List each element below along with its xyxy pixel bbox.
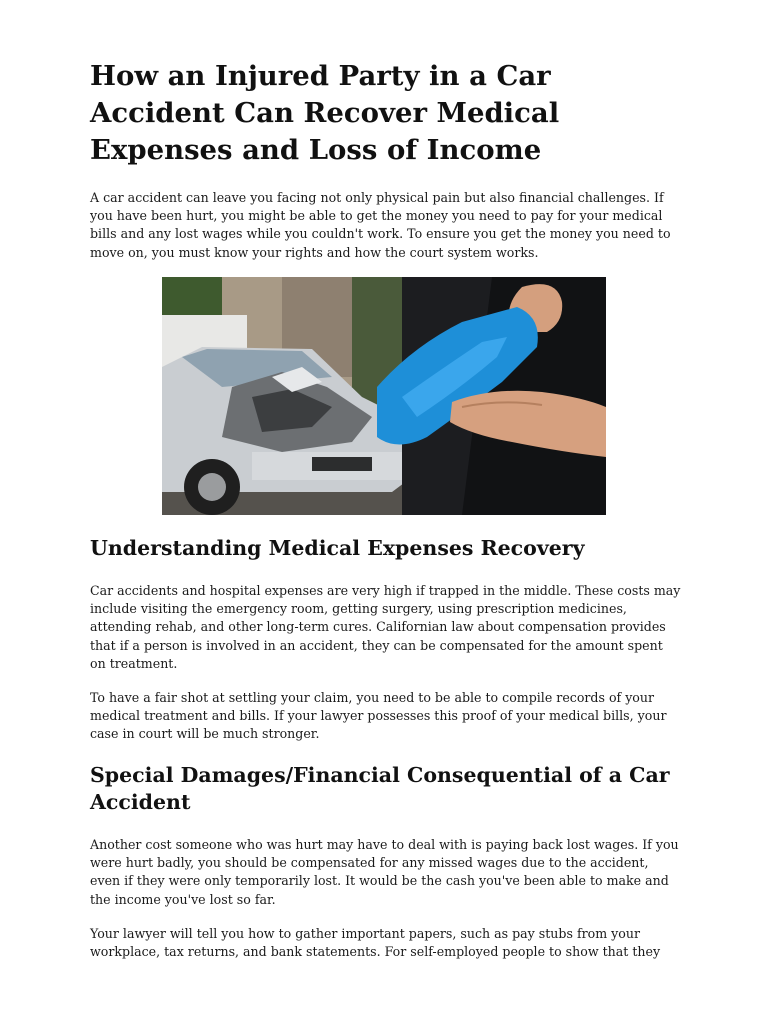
section-1-paragraph-2: To have a fair shot at settling your claim, you need to be able to compile records of your medical treatment and bills. If your lawyer possesses this proof of your medical bills, your case in court will be much stronger. [90, 690, 667, 742]
article-photo-car-accident-arm-cast [162, 277, 606, 515]
photo-illustration [162, 277, 606, 515]
section-2-paragraph-2: Your lawyer will tell you how to gather important papers, such as pay stubs from your workplace, tax returns, and bank statements. For self-employed people to show that they [90, 926, 661, 960]
intro-paragraph: A car accident can leave you facing not only physical pain but also financial challenges. If you have been hurt, you might be able to get the money you need to pay for your medical bills and any lost wages while you couldn't work. To ensure you get the money you need to move on, you must know your rights and how the court system works. [90, 190, 671, 260]
section-heading-medical-expenses: Understanding Medical Expenses Recovery [90, 536, 585, 560]
section-2-paragraph-1: Another cost someone who was hurt may have to deal with is paying back lost wages. If you were hurt badly, you should be compensated for any missed wages due to the accident, even if they were only temporarily lost. It would be the cash you've been able to make and the income you've lost so far. [90, 837, 679, 907]
section-1-paragraph-1: Car accidents and hospital expenses are very high if trapped in the middle. These costs may include visiting the emergency room, getting surgery, using prescription medicines, attending rehab, and other long-term cures. Californian law about compensation provides that if a person is involved in an accident, they can be compensated for the amount spent on treatment. [90, 583, 681, 671]
section-heading-special-damages: Special Damages/Financial Consequential of a Car Accident [90, 763, 670, 814]
article-title: How an Injured Party in a Car Accident Can Recover Medical Expenses and Loss of Income [90, 60, 560, 166]
